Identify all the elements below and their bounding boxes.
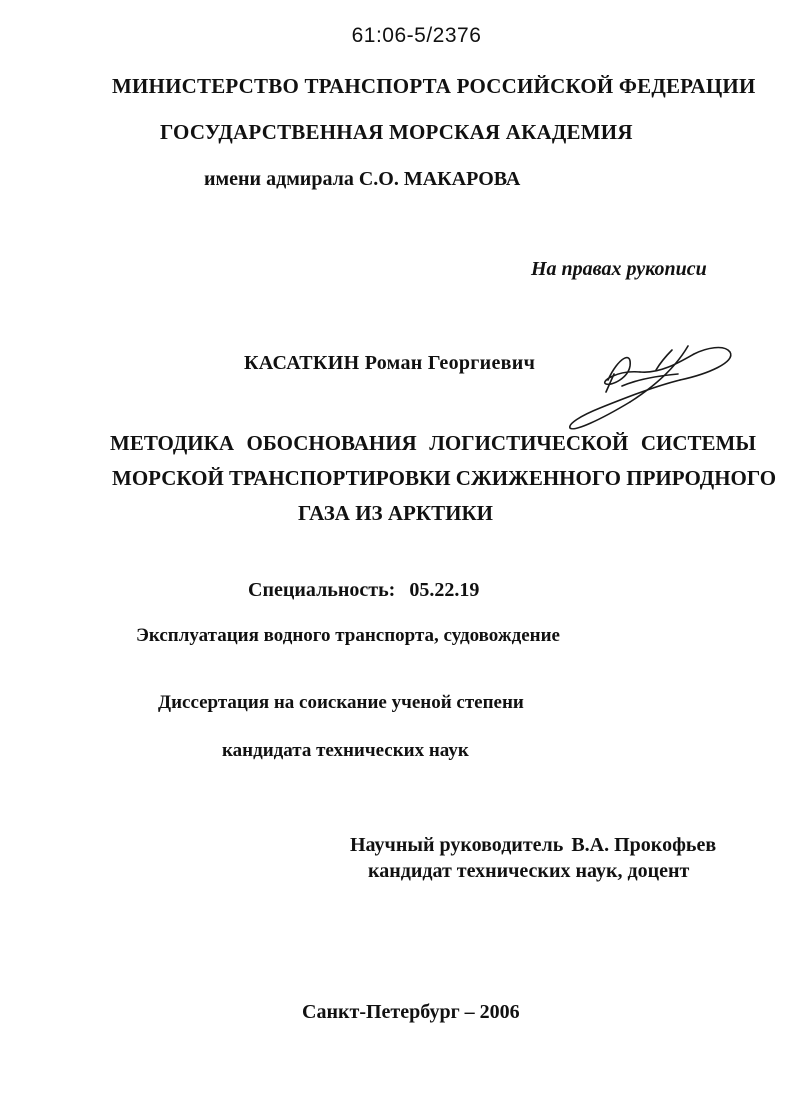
academy-title: ГОСУДАРСТВЕННАЯ МОРСКАЯ АКАДЕМИЯ: [160, 120, 633, 144]
specialty-code: 05.22.19: [409, 579, 480, 601]
supervisor-name: В.А. Прокофьев: [571, 834, 717, 856]
dissertation-degree-line-2: кандидата технических наук: [222, 740, 469, 761]
ministry-title: МИНИСТЕРСТВО ТРАНСПОРТА РОССИЙСКОЙ ФЕДЕРАЦИИ: [112, 74, 756, 98]
academy-named-after: имени адмирала С.О. МАКАРОВА: [204, 168, 521, 190]
signature-icon: [560, 340, 740, 435]
dissertation-title-line-1: МЕТОДИКА ОБОСНОВАНИЯ ЛОГИСТИЧЕСКОЙ СИСТЕМЫ: [110, 431, 756, 455]
specialty-label: Специальность:: [248, 579, 396, 601]
specialty-field: Эксплуатация водного транспорта, судовождение: [136, 625, 560, 646]
city-year: Санкт-Петербург – 2006: [302, 1001, 520, 1023]
manuscript-rights-note: На правах рукописи: [531, 258, 707, 280]
supervisor-credentials: кандидат технических наук, доцент: [368, 860, 690, 882]
author-name: КАСАТКИН Роман Георгиевич: [244, 352, 536, 374]
dissertation-degree-line-1: Диссертация на соискание ученой степени: [158, 692, 524, 713]
dissertation-title-line-3: ГАЗА ИЗ АРКТИКИ: [298, 501, 494, 525]
dissertation-title-line-2: МОРСКОЙ ТРАНСПОРТИРОВКИ СЖИЖЕННОГО ПРИРОДНОГО: [112, 466, 777, 490]
supervisor-line: [350, 834, 716, 857]
archive-code: 61:06-5/2376: [351, 24, 482, 47]
supervisor-label: Научный руководитель: [350, 834, 564, 856]
specialty-line: [248, 579, 479, 602]
